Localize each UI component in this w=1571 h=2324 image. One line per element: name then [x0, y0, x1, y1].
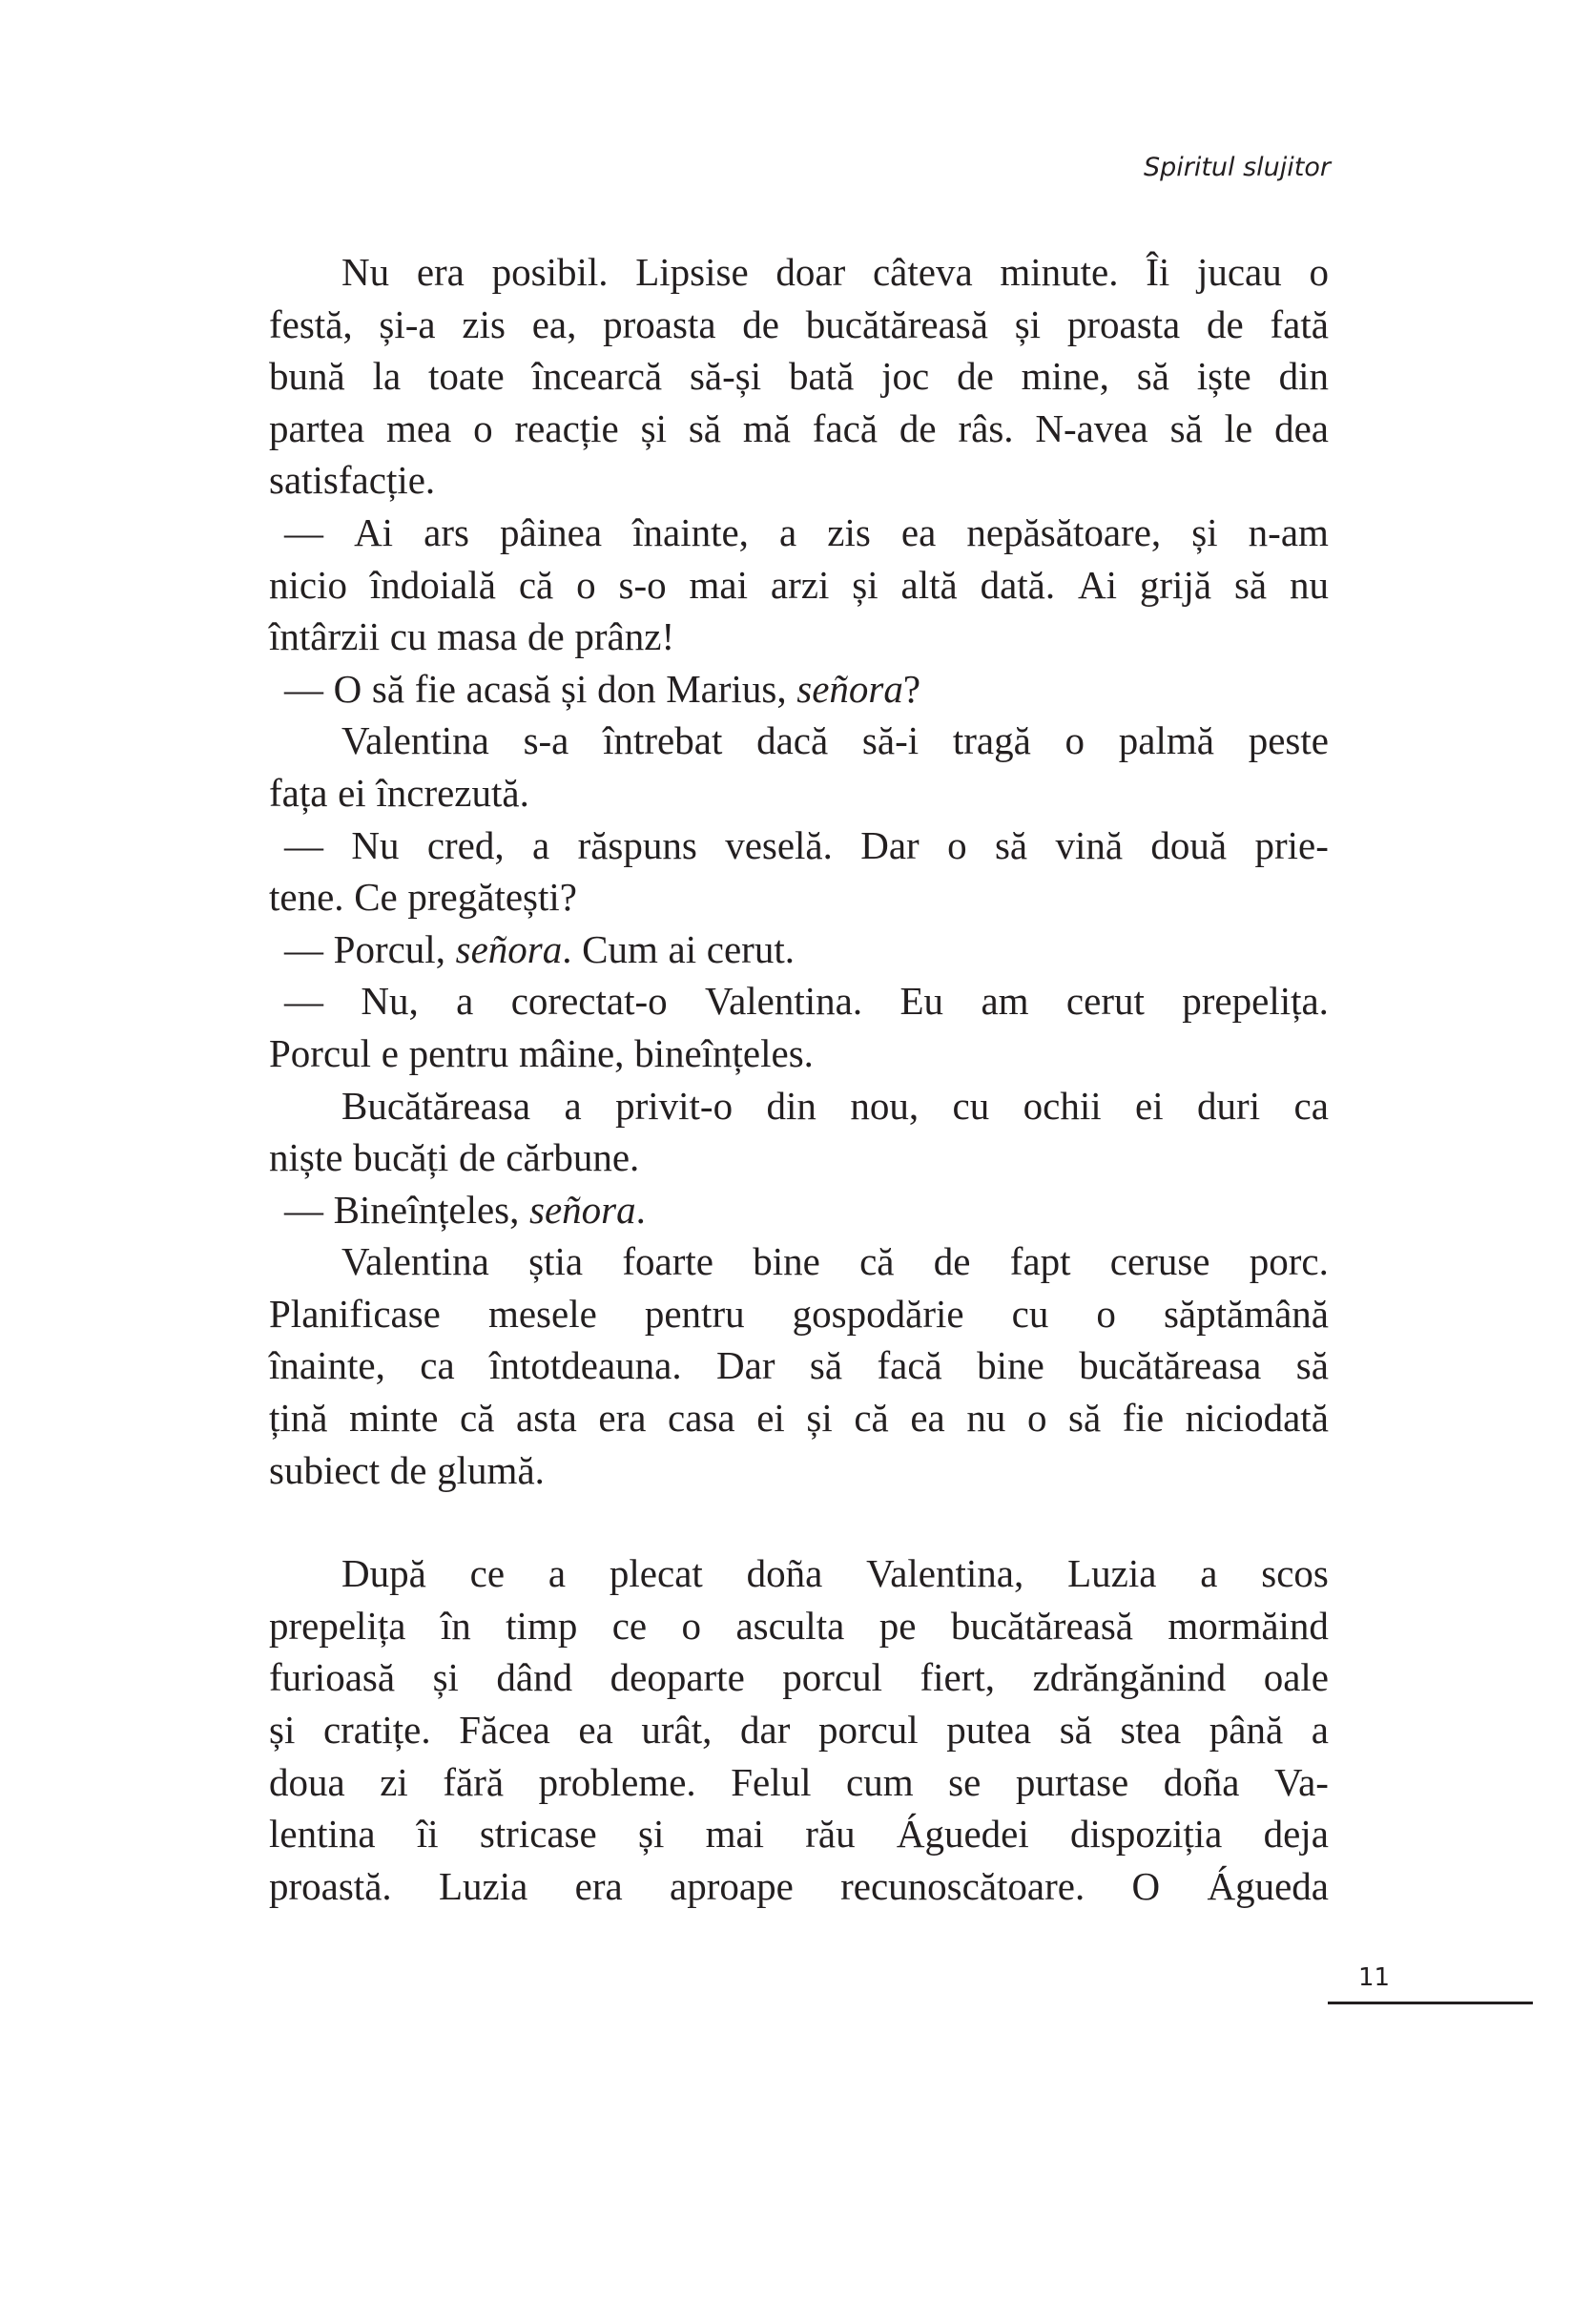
text-line: [269, 923, 1329, 976]
text-line: [269, 820, 1329, 872]
word: ea,: [531, 301, 577, 346]
word: o: [576, 562, 596, 607]
word: minute.: [1000, 250, 1119, 294]
word: să: [688, 405, 721, 450]
word: masa: [437, 614, 518, 659]
word: posibil.: [491, 250, 609, 294]
word: doua: [269, 1759, 345, 1804]
word: duri: [1197, 1083, 1261, 1128]
word: de: [389, 1447, 427, 1492]
word: —: [284, 979, 323, 1024]
word: dacă: [756, 718, 829, 763]
word: arzi: [770, 562, 830, 607]
word: furioasă: [269, 1655, 396, 1700]
word: señora?: [796, 666, 921, 711]
text-line: [269, 1288, 1329, 1340]
word: bucăți: [353, 1135, 449, 1180]
word: altă: [900, 562, 958, 607]
word: N-avea: [1035, 405, 1148, 450]
word: —: [284, 1187, 323, 1232]
word: joc: [881, 354, 930, 399]
word: le: [1224, 405, 1253, 450]
text-line: [269, 350, 1329, 403]
word: Lipsise: [635, 250, 749, 294]
word: dată.: [980, 562, 1056, 607]
word: cărbune.: [506, 1135, 640, 1180]
word: ea: [900, 509, 937, 554]
word: Nu,: [361, 979, 419, 1024]
word: prepelița.: [1182, 979, 1329, 1024]
word: mâine,: [518, 1030, 625, 1075]
word: Porcul,: [333, 926, 445, 971]
word: mai: [689, 562, 749, 607]
word: zi: [380, 1759, 408, 1804]
word: și: [640, 405, 667, 450]
word: să: [1295, 1343, 1329, 1388]
word: Dar: [716, 1343, 775, 1388]
word: de: [458, 1135, 496, 1180]
word: ai: [668, 926, 697, 971]
word: fața: [269, 770, 328, 815]
word: subiect: [269, 1447, 381, 1492]
word: ars: [424, 509, 469, 554]
word: O: [333, 666, 362, 711]
word: înainte,: [632, 509, 749, 554]
word: cu: [952, 1083, 990, 1128]
word: grijă: [1139, 562, 1212, 607]
word: dispoziția: [1069, 1812, 1223, 1857]
word: bată: [788, 354, 855, 399]
word: stricase: [479, 1812, 597, 1857]
text-line: [269, 1860, 1329, 1913]
word: că: [859, 1239, 895, 1284]
text-line: [269, 611, 1329, 663]
text-line: [269, 1547, 1329, 1600]
word: acasă: [465, 666, 551, 711]
word: să-i: [861, 718, 920, 763]
word: e: [381, 1030, 399, 1075]
word: de: [1207, 301, 1244, 346]
text-line: [269, 299, 1329, 351]
word: scos: [1261, 1551, 1329, 1596]
word: proastă.: [269, 1863, 392, 1908]
word: de: [742, 301, 779, 346]
word: iște: [1196, 354, 1251, 399]
word: señora.: [455, 926, 572, 971]
word: două: [1150, 822, 1228, 867]
word: veselă.: [725, 822, 833, 867]
word: lentina: [269, 1812, 376, 1857]
word: recunoscătoare.: [840, 1863, 1085, 1908]
text-line: [269, 559, 1329, 612]
word: la: [372, 354, 402, 399]
word: bineînțeles.: [634, 1030, 814, 1075]
word: purtase: [1015, 1759, 1129, 1804]
word: porcul: [782, 1655, 883, 1700]
word: fapt: [1009, 1239, 1071, 1284]
word: jucau: [1196, 250, 1282, 294]
word: gospodărie: [792, 1291, 964, 1336]
word: să: [1068, 1396, 1102, 1441]
word: deja: [1263, 1812, 1329, 1857]
word: și-a: [379, 301, 436, 346]
word: și: [269, 1708, 296, 1753]
word: era: [416, 250, 465, 294]
word: nou,: [850, 1083, 920, 1128]
word: o: [947, 822, 967, 867]
word: —: [284, 666, 323, 711]
word: Făcea: [459, 1708, 550, 1753]
word: că: [460, 1396, 495, 1441]
word: a: [564, 1083, 582, 1128]
word: Felul: [731, 1759, 812, 1804]
text-line: [269, 767, 1329, 820]
word: răspuns: [577, 822, 697, 867]
word: señora.: [529, 1187, 646, 1232]
word: și: [1191, 509, 1218, 554]
word: asculta: [735, 1603, 845, 1648]
word: ei: [1135, 1083, 1164, 1128]
word: cred,: [426, 822, 505, 867]
word: încearcă: [531, 354, 663, 399]
word: reacție: [514, 405, 619, 450]
word: o: [1096, 1291, 1116, 1336]
word: Nu: [341, 250, 390, 294]
word: pâinea: [500, 509, 603, 554]
word: Luzia: [1067, 1551, 1157, 1596]
text-line: [269, 1339, 1329, 1392]
word: era: [598, 1396, 647, 1441]
word: mă: [742, 405, 791, 450]
word: cratițe.: [322, 1708, 431, 1753]
word: zis: [462, 301, 506, 346]
word: să: [1233, 562, 1268, 607]
word: câteva: [872, 250, 973, 294]
word: niște: [269, 1135, 343, 1180]
word: plecat: [609, 1551, 703, 1596]
text-line: [269, 975, 1329, 1027]
text-line: [269, 1080, 1329, 1132]
word: și: [852, 562, 879, 607]
word: timp: [506, 1603, 578, 1648]
text-line: [269, 1392, 1329, 1444]
word: am: [981, 979, 1029, 1024]
word: și: [432, 1655, 459, 1700]
word: stea: [1120, 1708, 1182, 1753]
word: s-o: [618, 562, 667, 607]
word: din: [1278, 354, 1329, 399]
word: satisfacție.: [269, 458, 436, 503]
word: ea: [910, 1396, 945, 1441]
word: îi: [416, 1812, 439, 1857]
word: Luzia: [438, 1863, 528, 1908]
word: înainte,: [269, 1343, 385, 1388]
word: o: [473, 405, 493, 450]
word: era: [574, 1863, 623, 1908]
word: doña: [746, 1551, 823, 1596]
text-line: [269, 1651, 1329, 1704]
word: Nu: [351, 822, 400, 867]
word: întârzii: [269, 614, 381, 659]
word: asta: [516, 1396, 577, 1441]
word: dar: [740, 1708, 791, 1753]
word: a: [548, 1551, 567, 1596]
word: mesele: [487, 1291, 597, 1336]
text-line: [269, 403, 1329, 455]
word: prie-: [1254, 822, 1329, 867]
word: bine: [753, 1239, 820, 1284]
word: se: [948, 1759, 982, 1804]
word: de: [527, 614, 565, 659]
word: de: [957, 354, 994, 399]
word: don: [597, 666, 656, 711]
word: partea: [269, 405, 365, 450]
text-line: [269, 1704, 1329, 1756]
word: dea: [1274, 405, 1329, 450]
word: râs.: [958, 405, 1014, 450]
word: Valentina: [341, 1239, 489, 1284]
word: fără: [443, 1759, 505, 1804]
word: ei: [756, 1396, 785, 1441]
word: cu: [1011, 1291, 1049, 1336]
word: nepăsătoare,: [966, 509, 1162, 554]
word: Porcul: [269, 1030, 372, 1075]
word: vină: [1055, 822, 1124, 867]
word: ce: [469, 1551, 506, 1596]
word: pregătești?: [407, 875, 577, 920]
word: și: [561, 666, 588, 711]
word: săptămână: [1163, 1291, 1329, 1336]
word: prânz!: [574, 614, 675, 659]
word: rău: [805, 1812, 856, 1857]
word: Bucătăreasa: [341, 1083, 531, 1128]
word: știa: [528, 1239, 584, 1284]
word: Ai: [354, 509, 394, 554]
text-line: [269, 454, 1329, 507]
word: fiert,: [920, 1655, 996, 1700]
word: —: [284, 822, 323, 867]
word: pentru: [408, 1030, 509, 1075]
word: glumă.: [437, 1447, 545, 1492]
word: Águeda: [1207, 1863, 1329, 1908]
word: a: [1200, 1551, 1218, 1596]
word: de: [933, 1239, 971, 1284]
word: că: [518, 562, 554, 607]
word: doar: [775, 250, 846, 294]
word: facă: [812, 405, 879, 450]
word: până: [1209, 1708, 1284, 1753]
word: o: [1309, 250, 1329, 294]
word: ce: [611, 1603, 648, 1648]
word: să: [371, 666, 405, 711]
word: dând: [496, 1655, 573, 1700]
text-line: [269, 1444, 1329, 1497]
word: pentru: [644, 1291, 745, 1336]
word: Planificase: [269, 1291, 441, 1336]
word: bucătăreasă: [950, 1603, 1133, 1648]
word: putea: [946, 1708, 1032, 1753]
word: bună: [269, 354, 345, 399]
word: —: [284, 926, 323, 971]
text-line: [269, 246, 1329, 299]
word: probleme.: [538, 1759, 696, 1804]
word: a: [1311, 1708, 1329, 1753]
page-number-rule: [1328, 2002, 1533, 2004]
word: festă,: [269, 301, 353, 346]
word: foarte: [622, 1239, 713, 1284]
word: nu: [966, 1396, 1006, 1441]
text-line: [269, 507, 1329, 559]
word: îndoială: [369, 562, 496, 607]
word: O: [1131, 1863, 1161, 1908]
word: o: [1026, 1396, 1047, 1441]
word: privit-o: [615, 1083, 734, 1128]
word: țină: [269, 1396, 328, 1441]
text-line: [269, 715, 1329, 767]
word: pe: [879, 1603, 917, 1648]
word: ea: [578, 1708, 613, 1753]
word: s-a: [523, 718, 569, 763]
word: a: [532, 822, 550, 867]
word: întotdeauna.: [489, 1343, 682, 1388]
word: porc.: [1249, 1239, 1329, 1284]
word: și: [806, 1396, 833, 1441]
word: mea: [386, 405, 452, 450]
word: n-am: [1248, 509, 1329, 554]
word: nu: [1289, 562, 1329, 607]
word: mormăind: [1168, 1603, 1329, 1648]
word: mai: [705, 1812, 765, 1857]
word: o: [681, 1603, 702, 1648]
word: tene.: [269, 875, 344, 920]
word: cerut: [1065, 979, 1145, 1024]
running-head: Spiritul slujitor: [1143, 153, 1331, 182]
text-line: [269, 1027, 1329, 1080]
word: ca: [1293, 1083, 1329, 1128]
word: de: [899, 405, 937, 450]
word: —: [284, 509, 323, 554]
word: întrebat: [603, 718, 723, 763]
word: Valentina,: [866, 1551, 1024, 1596]
word: prepelița: [269, 1603, 406, 1648]
word: a: [456, 979, 474, 1024]
word: bucătăreasa: [1079, 1343, 1262, 1388]
body-text: [269, 246, 1329, 1912]
text-line: [269, 1600, 1329, 1652]
word: niciodată: [1185, 1396, 1329, 1441]
word: corectat-o: [510, 979, 668, 1024]
word: Dar: [860, 822, 920, 867]
word: tragă: [952, 718, 1031, 763]
word: palmă: [1118, 718, 1214, 763]
text-line: [269, 1756, 1329, 1809]
word: bine: [977, 1343, 1044, 1388]
word: minte: [349, 1396, 439, 1441]
word: bucătăreasă: [805, 301, 988, 346]
word: Valentina: [341, 718, 489, 763]
word: După: [341, 1551, 426, 1596]
word: fie: [1122, 1396, 1165, 1441]
text-line: [269, 1808, 1329, 1860]
text-line: [269, 663, 1329, 716]
word: ceruse: [1109, 1239, 1210, 1284]
word: cu: [389, 614, 427, 659]
word: în: [440, 1603, 471, 1648]
word: zdrăngănind: [1032, 1655, 1227, 1700]
page-number: 11: [1358, 1963, 1391, 1992]
word: și: [637, 1812, 665, 1857]
word: a: [779, 509, 797, 554]
word: că: [854, 1396, 889, 1441]
word: încrezută.: [376, 770, 529, 815]
word: peste: [1248, 718, 1329, 763]
word: facă: [877, 1343, 942, 1388]
word: fie: [414, 666, 456, 711]
word: zis: [827, 509, 871, 554]
word: să: [994, 822, 1028, 867]
word: din: [766, 1083, 817, 1128]
word: Marius,: [666, 666, 787, 711]
text-line: [269, 1184, 1329, 1236]
word: porcul: [817, 1708, 919, 1753]
word: proasta: [1066, 301, 1181, 346]
word: să: [1136, 354, 1169, 399]
word: oale: [1263, 1655, 1329, 1700]
word: să: [809, 1343, 843, 1388]
word: Bineînțeles,: [333, 1187, 520, 1232]
word: aproape: [670, 1863, 794, 1908]
word: nicio: [269, 562, 347, 607]
word: casa: [668, 1396, 735, 1441]
word: ei: [338, 770, 366, 815]
word: toate: [428, 354, 505, 399]
word: Ai: [1078, 562, 1118, 607]
text-line: [269, 1131, 1329, 1184]
text-line: [269, 1235, 1329, 1288]
word: să: [1059, 1708, 1092, 1753]
word: Águedei: [896, 1812, 1029, 1857]
word: să: [1169, 405, 1203, 450]
word: mine,: [1021, 354, 1109, 399]
word: Îi: [1146, 250, 1170, 294]
word: să-și: [689, 354, 762, 399]
word: Valentina.: [705, 979, 863, 1024]
word: doña: [1163, 1759, 1240, 1804]
word: Va-: [1274, 1759, 1329, 1804]
text-line: [269, 871, 1329, 923]
word: și: [1014, 301, 1042, 346]
word: fată: [1270, 301, 1329, 346]
word: Eu: [899, 979, 944, 1024]
word: cum: [846, 1759, 914, 1804]
word: Cum: [582, 926, 658, 971]
word: ochii: [1023, 1083, 1102, 1128]
word: urât,: [641, 1708, 713, 1753]
word: Ce: [354, 875, 398, 920]
word: ca: [420, 1343, 455, 1388]
word: cerut.: [706, 926, 795, 971]
word: o: [1065, 718, 1085, 763]
word: deoparte: [610, 1655, 745, 1700]
word: proasta: [603, 301, 716, 346]
